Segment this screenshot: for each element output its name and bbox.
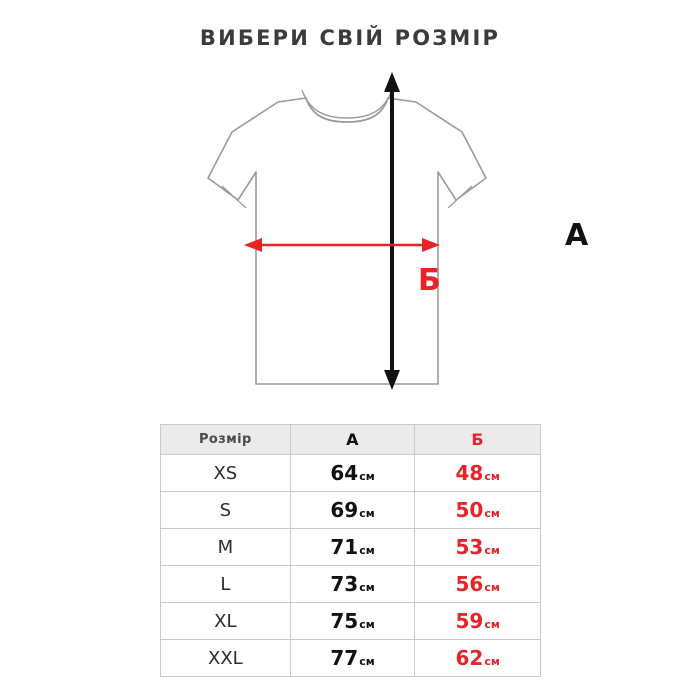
unit-label: см xyxy=(359,507,375,520)
cell-b xyxy=(415,566,541,603)
cell-a-value: 64 xyxy=(330,461,359,485)
table-row xyxy=(161,529,541,566)
header-a: А xyxy=(290,425,415,455)
t-shirt-outline-icon xyxy=(160,60,560,405)
cell-b-value: 62 xyxy=(455,646,484,670)
cell-b xyxy=(415,603,541,640)
unit-label: см xyxy=(359,581,375,594)
cell-b-value: 56 xyxy=(455,572,484,596)
cell-size: XXL xyxy=(161,640,291,677)
cell-size: L xyxy=(161,566,291,603)
cell-a-value: 77 xyxy=(330,646,359,670)
cell-b-value: 53 xyxy=(455,535,484,559)
cell-a-value: 69 xyxy=(330,498,359,522)
cell-a xyxy=(290,492,415,529)
tshirt-diagram xyxy=(160,60,589,405)
cell-size: S xyxy=(161,492,291,529)
unit-label: см xyxy=(484,581,500,594)
cell-a xyxy=(290,455,415,492)
unit-label: см xyxy=(484,470,500,483)
unit-label: см xyxy=(484,507,500,520)
cell-a-value: 73 xyxy=(330,572,359,596)
unit-label: см xyxy=(484,544,500,557)
cell-a xyxy=(290,529,415,566)
header-size: Розмір xyxy=(161,425,291,455)
unit-label: см xyxy=(359,470,375,483)
cell-a-value: 75 xyxy=(330,609,359,633)
table-row xyxy=(161,455,541,492)
table-row xyxy=(161,566,541,603)
cell-size: M xyxy=(161,529,291,566)
cell-a xyxy=(290,640,415,677)
dimension-label-a: А xyxy=(565,218,589,253)
cell-b-value: 48 xyxy=(455,461,484,485)
cell-b-value: 50 xyxy=(455,498,484,522)
cell-b xyxy=(415,492,541,529)
cell-b xyxy=(415,640,541,677)
cell-a xyxy=(290,566,415,603)
dimension-label-b: Б xyxy=(418,263,441,298)
page-title: ВИБЕРИ СВІЙ РОЗМІР xyxy=(199,26,501,50)
size-table xyxy=(160,424,541,677)
table-row xyxy=(161,603,541,640)
table-row xyxy=(161,640,541,677)
cell-b xyxy=(415,455,541,492)
cell-size: XS xyxy=(161,455,291,492)
unit-label: см xyxy=(359,618,375,631)
table-row xyxy=(161,492,541,529)
cell-b xyxy=(415,529,541,566)
unit-label: см xyxy=(484,618,500,631)
cell-b-value: 59 xyxy=(455,609,484,633)
header-b: Б xyxy=(415,425,541,455)
unit-label: см xyxy=(359,655,375,668)
unit-label: см xyxy=(359,544,375,557)
unit-label: см xyxy=(484,655,500,668)
cell-a-value: 71 xyxy=(330,535,359,559)
table-header-row xyxy=(161,425,541,455)
cell-size: XL xyxy=(161,603,291,640)
cell-a xyxy=(290,603,415,640)
